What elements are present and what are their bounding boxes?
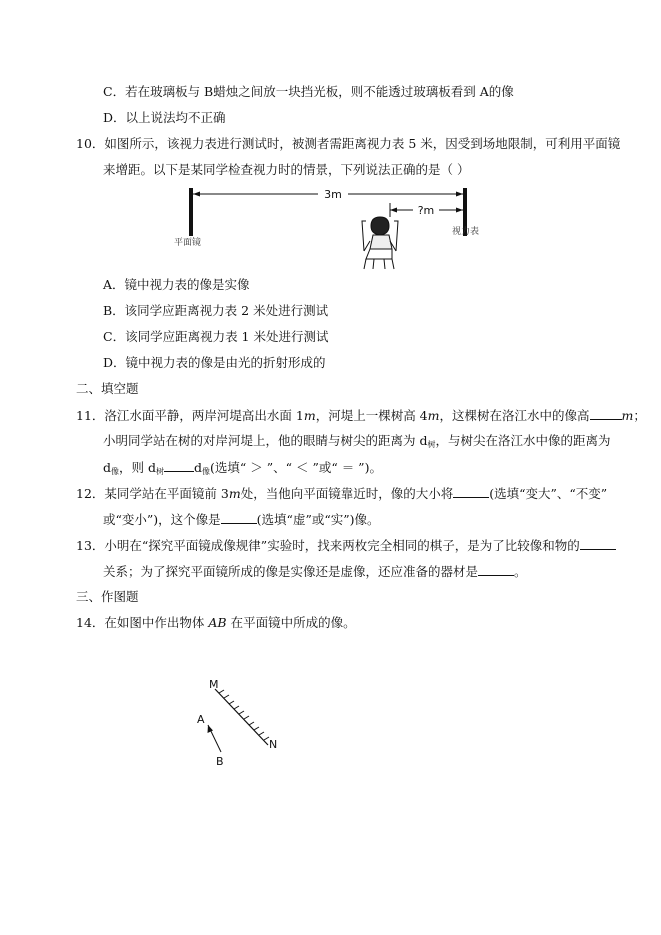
q9-option-c: C．若在玻璃板与 B蜡烛之间放一块挡光板，则不能透过玻璃板看到 A的像 xyxy=(103,84,514,99)
answer-blank[interactable] xyxy=(221,510,257,524)
q13-text-b: 关系；为了探究平面镜所成的像是实像还是虚像，还应准备的器材是 xyxy=(103,564,479,579)
q13-line2 xyxy=(103,562,527,581)
subscript-image: 像 xyxy=(111,467,120,476)
q11-text-h: d xyxy=(194,460,203,475)
q10-option-b: B．该同学应距离视力表 2 米处进行测试 xyxy=(103,303,329,318)
label-b: B xyxy=(216,755,224,768)
q11-text-e: ，与树尖在洛江水中像的距离为 xyxy=(435,433,611,448)
q11-text-g: ，则 d xyxy=(119,460,156,475)
q11-text-i: (选填“ ＞ ”、“ ＜ ”或“ ＝ ”)。 xyxy=(210,460,382,475)
section-title-fill-in: 二、填空题 xyxy=(76,381,139,396)
q10-option-a: A．镜中视力表的像是实像 xyxy=(103,277,250,292)
q11-text-c: ，这棵树在洛江水中的像高 xyxy=(439,408,590,423)
q11-text-a: 洛江水面平静，两岸河堤高出水面 1 xyxy=(104,408,304,423)
mirror-line-mn xyxy=(215,689,268,745)
q11-text-end: ； xyxy=(633,408,646,423)
q14-text-a: 在如图中作出物体 xyxy=(104,615,209,630)
label-eye-chart: 视力表 xyxy=(452,227,480,237)
unit-m: m xyxy=(621,408,634,423)
subscript-tree: 树 xyxy=(156,467,164,476)
question-number: 13． xyxy=(76,538,105,553)
unit-m: m xyxy=(228,486,241,501)
question-number: 14． xyxy=(76,615,105,630)
question-number: 10． xyxy=(76,136,105,151)
answer-blank[interactable] xyxy=(580,536,616,550)
q12-text-a: 某同学站在平面镜前 3 xyxy=(104,486,229,501)
q13-text-a: 小明在“探究平面镜成像规律”实验时，找来两枚完全相同的棋子，是为了比较像和物的 xyxy=(104,538,580,553)
subscript-image: 像 xyxy=(202,467,211,476)
q10-eye-test-figure xyxy=(168,183,498,273)
q11-line2 xyxy=(103,432,611,454)
label-mirror: 平面镜 xyxy=(174,238,202,248)
q9-option-d: D．以上说法均不正确 xyxy=(103,110,226,125)
mirror-hatching xyxy=(219,690,269,740)
q11-line3 xyxy=(103,458,382,481)
q10-option-d: D．镜中视力表的像是由光的折射形成的 xyxy=(103,355,326,370)
q12-text-e: (选填“虚”或“实”)像。 xyxy=(256,512,380,527)
q13-line1 xyxy=(76,536,616,555)
q10-stem-line2: 来增距。以下是某同学检查视力时的情景，下列说法正确的是（ ） xyxy=(103,162,470,177)
unit-m: m xyxy=(303,408,316,423)
q14-mirror-figure xyxy=(190,672,290,772)
question-number: 11． xyxy=(76,408,105,423)
subscript-tree: 树 xyxy=(427,440,436,449)
q12-line1 xyxy=(76,484,607,503)
q12-line2 xyxy=(103,510,380,529)
q11-text-f: d xyxy=(103,460,112,475)
arrow-left xyxy=(193,192,200,197)
q12-text-c: (选填“变大”、“不变” xyxy=(489,486,608,501)
section-title-drawing: 三、作图题 xyxy=(76,589,139,604)
object-arrowhead xyxy=(208,725,214,733)
q12-text-b: 处，当他向平面镜靠近时，像的大小将 xyxy=(240,486,454,501)
answer-blank[interactable] xyxy=(453,484,489,498)
answer-blank[interactable] xyxy=(478,562,514,576)
label-a: A xyxy=(197,713,205,726)
object-ab-label: AB xyxy=(208,615,227,630)
label-unknown-m: ?m xyxy=(417,204,435,217)
arrow-right xyxy=(456,192,463,197)
q11-line1 xyxy=(76,406,646,425)
unit-m: m xyxy=(427,408,440,423)
q10-stem-line1 xyxy=(76,135,620,153)
question-number: 12． xyxy=(76,486,105,501)
q12-text-d: 或“变小”)，这个像是 xyxy=(103,512,221,527)
answer-blank[interactable] xyxy=(590,406,622,420)
answer-blank[interactable] xyxy=(164,458,194,472)
q13-text-end: 。 xyxy=(514,564,527,579)
mirror-bar xyxy=(189,188,193,236)
q10-option-c: C．该同学应距离视力表 1 米处进行测试 xyxy=(103,329,329,344)
q14-text-b: 在平面镜中所成的像。 xyxy=(226,615,356,630)
label-3m: 3m xyxy=(324,188,342,201)
question-text: 如图所示，该视力表进行测试时，被测者需距离视力表 5 米，因受到场地限制，可利用平面镜 xyxy=(104,136,621,151)
label-m: M xyxy=(209,678,219,691)
q11-text-d: 小明同学站在树的对岸河堤上，他的眼睛与树尖的距离为 d xyxy=(103,433,428,448)
seated-student-drawing xyxy=(362,217,398,269)
label-n: N xyxy=(269,738,278,751)
q14-stem xyxy=(76,614,356,632)
q11-text-b: ，河堤上一棵树高 4 xyxy=(315,408,428,423)
